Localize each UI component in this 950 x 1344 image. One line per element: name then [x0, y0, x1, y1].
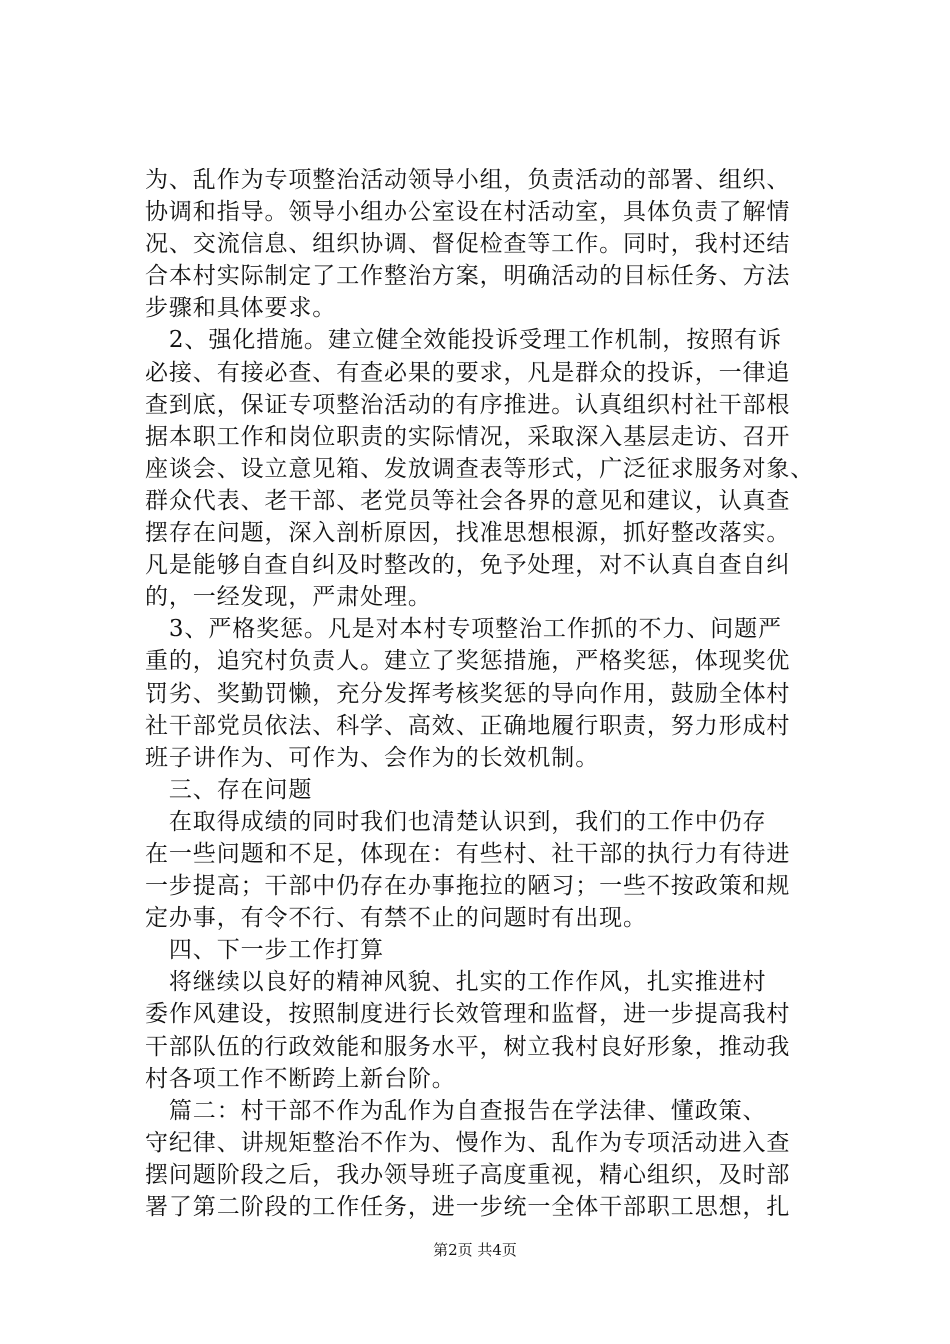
text-line: 2、强化措施。建立健全效能投诉受理工作机制，按照有诉 [145, 327, 782, 354]
text-line: 协调和指导。领导小组办公室设在村活动室，具体负责了解情 [145, 199, 791, 226]
text-line: 将继续以良好的精神风貌、扎实的工作作风，扎实推进村 [145, 969, 767, 996]
text-line: 查到底，保证专项整治活动的有序推进。认真组织村社干部根 [145, 391, 791, 418]
text-line: 干部队伍的行政效能和服务水平，树立我村良好形象，推动我 [145, 1033, 791, 1060]
body-text [145, 164, 830, 1223]
text-line: 3、严格奖惩。凡是对本村专项整治工作抓的不力、问题严 [145, 616, 782, 643]
text-line: 定办事，有令不行、有禁不止的问题时有出现。 [145, 905, 647, 932]
text-line: 摆存在问题，深入剖析原因，找准思想根源，抓好整改落实。 [145, 520, 791, 547]
text-line: 在取得成绩的同时我们也清楚认识到，我们的工作中仍存 [145, 808, 767, 835]
text-line: 守纪律、讲规矩整治不作为、慢作为、乱作为专项活动进入查 [145, 1129, 791, 1156]
text-line: 罚劣、奖勤罚懒，充分发挥考核奖惩的导向作用，鼓励全体村 [145, 680, 791, 707]
text-line: 据本职工作和岗位职责的实际情况，采取深入基层走访、召开 [145, 423, 791, 450]
page-footer: 第2页 共4页 [433, 1241, 517, 1259]
text-line: 篇二：村干部不作为乱作为自查报告在学法律、懂政策、 [145, 1097, 767, 1124]
text-line: 凡是能够自查自纠及时整改的，免予处理，对不认真自查自纠 [145, 552, 791, 579]
text-line: 步骤和具体要求。 [145, 295, 337, 322]
text-line: 班子讲作为、可作为、会作为的长效机制。 [145, 744, 600, 771]
text-line: 况、交流信息、组织协调、督促检查等工作。同时，我村还结 [145, 231, 791, 258]
text-line: 社干部党员依法、科学、高效、正确地履行职责，努力形成村 [145, 712, 791, 739]
text-line: 重的，追究村负责人。建立了奖惩措施，严格奖惩，体现奖优 [145, 648, 791, 675]
text-line: 合本村实际制定了工作整治方案，明确活动的目标任务、方法 [145, 263, 791, 290]
text-line: 必接、有接必查、有查必果的要求，凡是群众的投诉，一律追 [145, 359, 791, 386]
text-line: 三、存在问题 [145, 776, 313, 803]
text-line: 一步提高；干部中仍存在办事拖拉的陋习；一些不按政策和规 [145, 873, 791, 900]
text-line: 群众代表、老干部、老党员等社会各界的意见和建议，认真查 [145, 487, 791, 514]
text-line: 摆问题阶段之后，我办领导班子高度重视，精心组织，及时部 [145, 1161, 791, 1188]
text-line: 座谈会、设立意见箱、发放调查表等形式，广泛征求服务对象、 [145, 455, 815, 482]
text-line: 四、下一步工作打算 [145, 937, 384, 964]
text-line: 为、乱作为专项整治活动领导小组，负责活动的部署、组织、 [145, 167, 791, 193]
text-line: 署了第二阶段的工作任务，进一步统一全体干部职工思想，扎 [145, 1194, 791, 1220]
text-line: 在一些问题和不足，体现在：有些村、社干部的执行力有待进 [145, 840, 791, 867]
text-line: 的，一经发现，严肃处理。 [145, 584, 432, 611]
text-line: 委作风建设，按照制度进行长效管理和监督，进一步提高我村 [145, 1001, 791, 1028]
text-line: 村各项工作不断跨上新台阶。 [145, 1065, 456, 1092]
